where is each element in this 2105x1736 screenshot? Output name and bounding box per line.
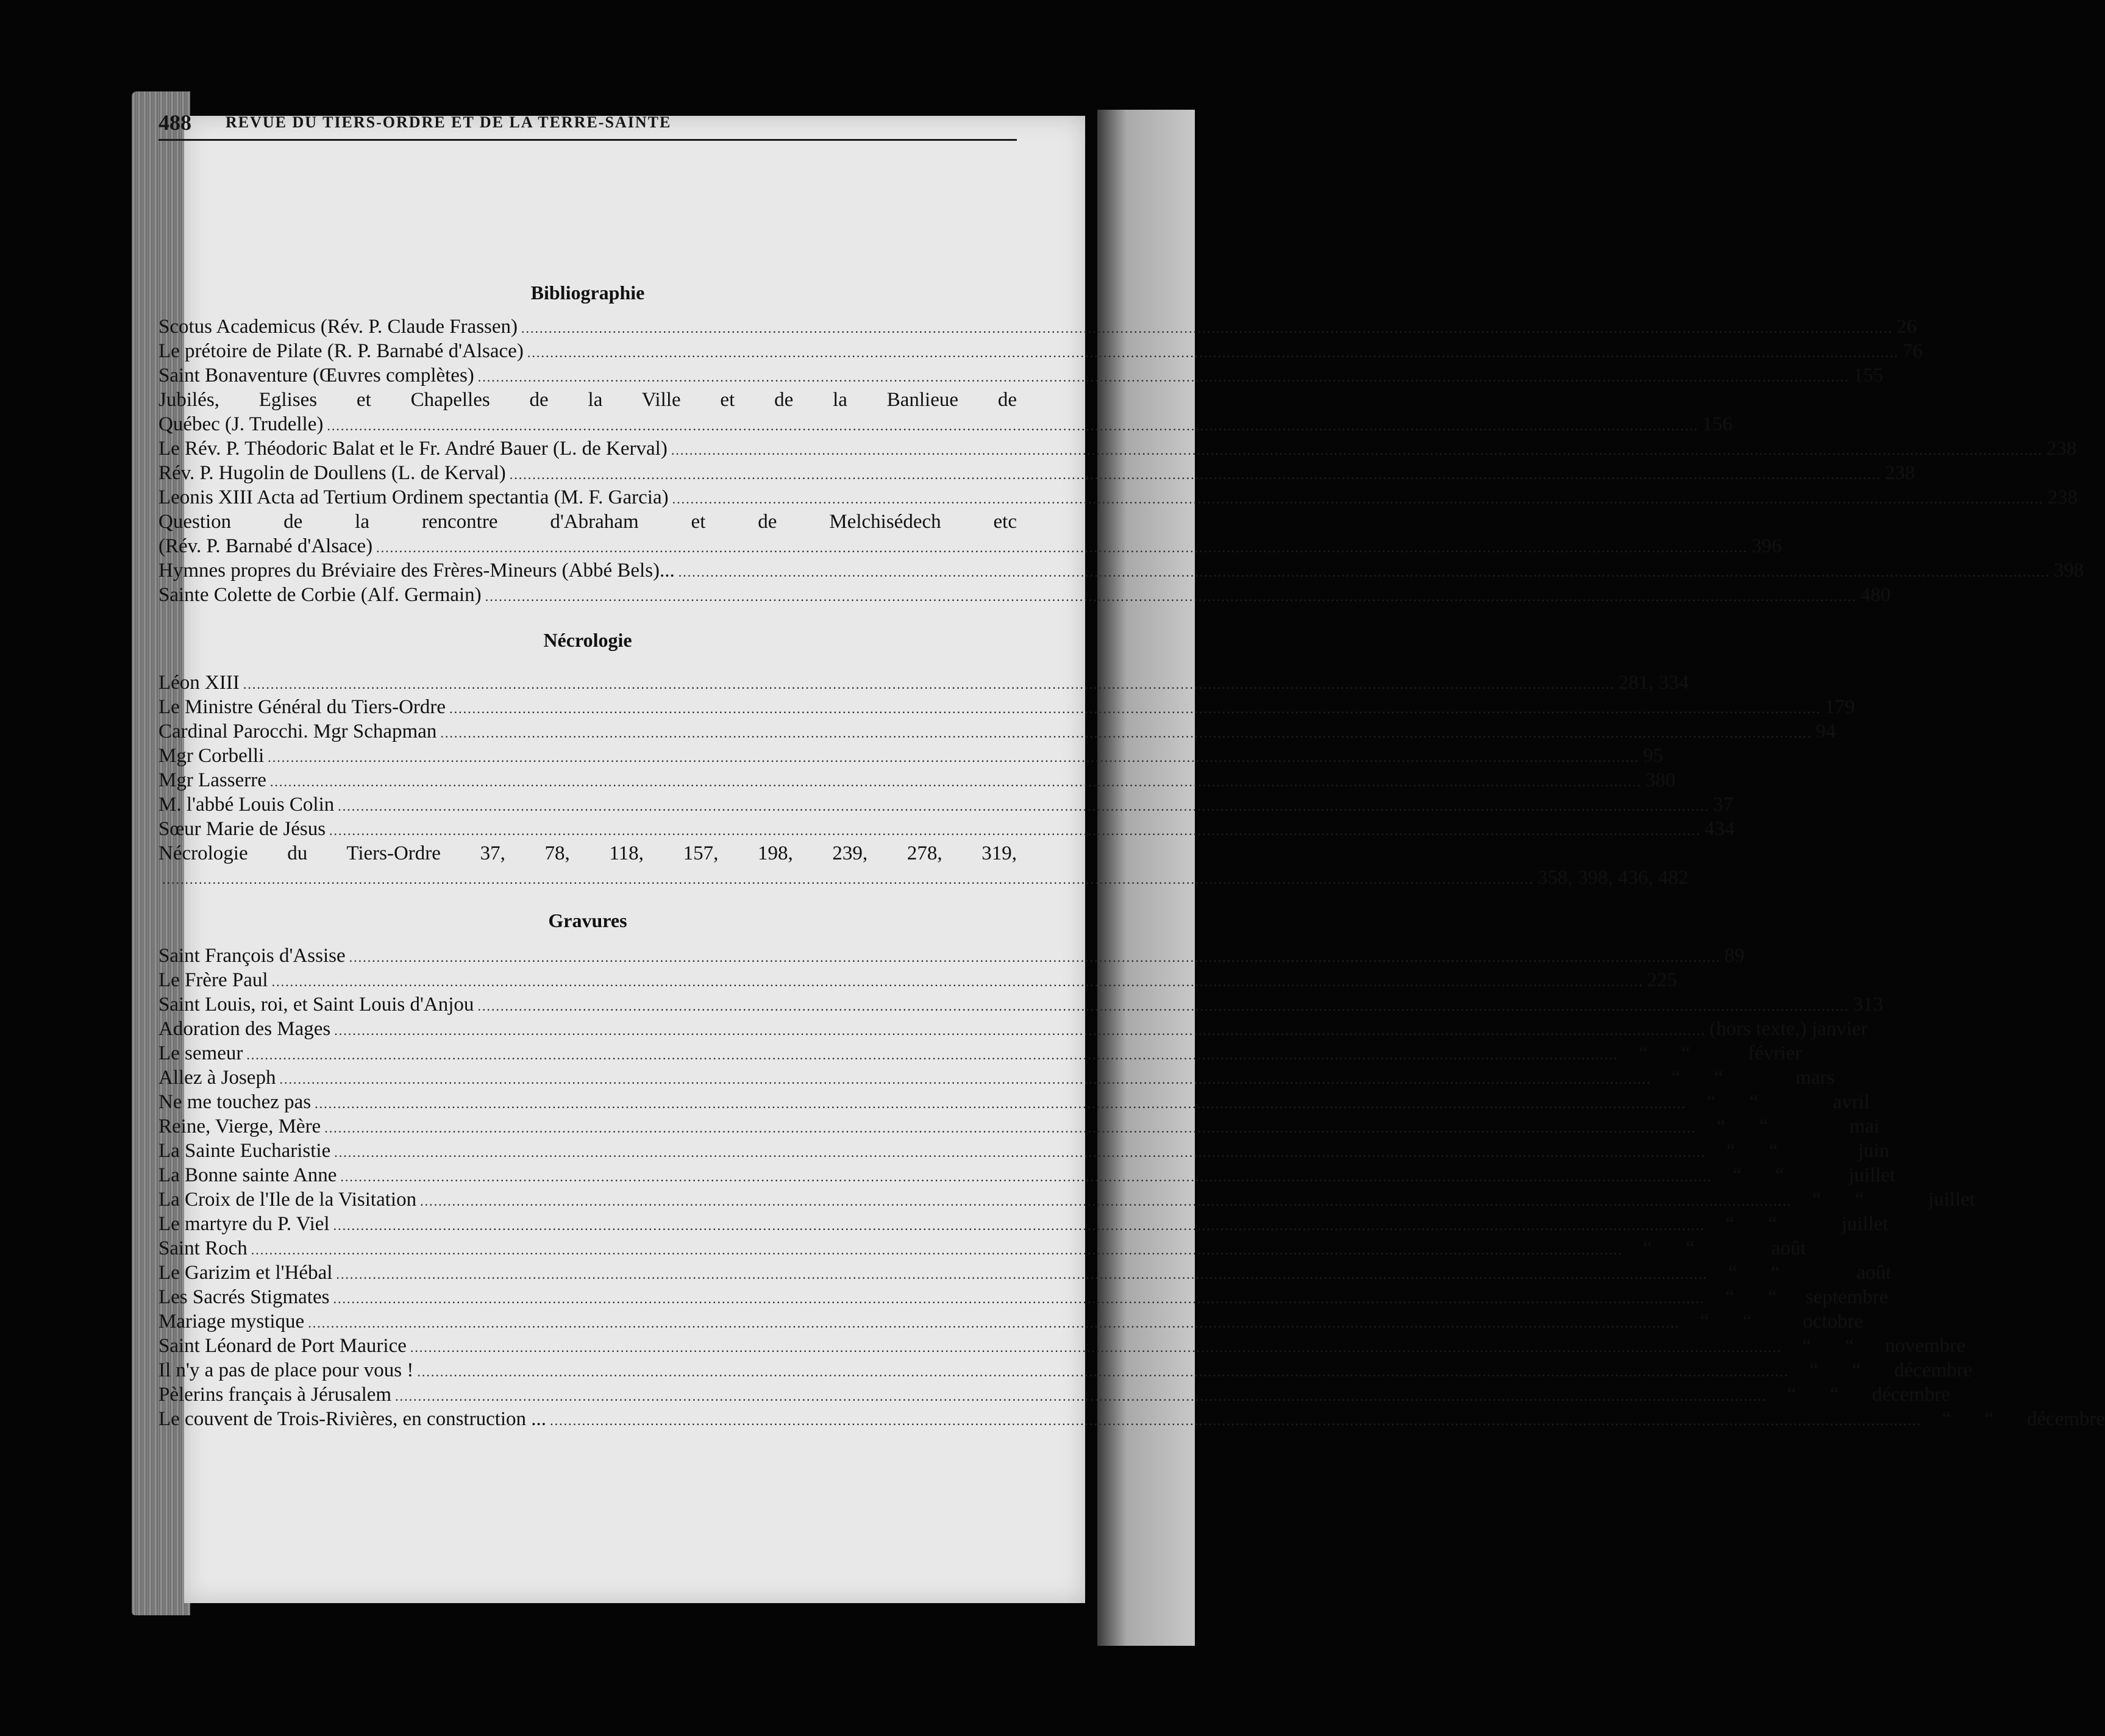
- entry-title: Sœur Marie de Jésus: [158, 818, 326, 840]
- ditto-mark: “: [1716, 1115, 1726, 1137]
- month: décembre: [1872, 1384, 1951, 1406]
- page-ref: 313: [1853, 994, 1883, 1016]
- page-ref: 281, 334: [1618, 672, 1689, 694]
- page-ref: 238: [2046, 438, 2077, 460]
- page-ref: 480: [1860, 584, 1891, 606]
- gravure-entry: [158, 1358, 1973, 1382]
- entry-title: Le Ministre Général du Tiers-Ordre: [158, 696, 446, 718]
- dot-leader: ............................................................................................................................................................................................................................................................................................................: [449, 701, 1822, 716]
- gravure-entry: [158, 1236, 1806, 1261]
- entry-title: Les Sacrés Stigmates: [158, 1286, 330, 1308]
- necrologie-entry: [158, 817, 1735, 841]
- ditto-mark: “: [1771, 1262, 1780, 1284]
- gravure-entry: [158, 944, 1745, 968]
- gravure-entry: [158, 1382, 1951, 1407]
- entry-title: Le semeur: [158, 1042, 243, 1064]
- necrologie-list: [158, 671, 1855, 890]
- entry-title: Sainte Colette de Corbie (Alf. Germain): [158, 584, 482, 606]
- gravure-entry: [158, 1017, 1868, 1041]
- month: février: [1748, 1042, 1802, 1064]
- ditto-mark: “: [1714, 1067, 1723, 1089]
- page-ref: 179: [1825, 696, 1855, 718]
- dot-leader: ............................................................................................................................................................................................................................................................................................................: [246, 1047, 1619, 1062]
- dot-leader: ............................................................................................................................................................................................................................................................................................................: [417, 1364, 1789, 1379]
- hors-texte-note: (hors texte,) janvier: [1709, 1018, 1868, 1040]
- entry-title: Allez à Joseph: [158, 1067, 276, 1089]
- page-ref: 434: [1704, 818, 1735, 840]
- dot-leader: ............................................................................................................................................................................................................................................................................................................: [251, 1242, 1623, 1258]
- dot-leader: ............................................................................................................................................................................................................................................................................................................: [338, 799, 1710, 814]
- month: août: [1771, 1237, 1806, 1259]
- gravure-entry: [158, 992, 1883, 1017]
- dot-leader: ............................................................................................................................................................................................................................................................................................................: [333, 1291, 1705, 1306]
- dot-leader: ............................................................................................................................................................................................................................................................................................................: [340, 1169, 1712, 1184]
- ditto-mark: “: [1845, 1335, 1854, 1357]
- gravure-entry: [158, 1285, 1889, 1309]
- entry-title: Saint Roch: [158, 1237, 248, 1259]
- ditto-mark: “: [1672, 1067, 1681, 1089]
- dot-leader: ............................................................................................................................................................................................................................................................................................................: [271, 974, 1644, 989]
- dot-leader: ............................................................................................................................................................................................................................................................................................................: [485, 589, 1857, 604]
- ditto-mark: “: [1802, 1335, 1812, 1357]
- entry-title: Le martyre du P. Viel: [158, 1213, 330, 1235]
- bibliographie-list: [158, 315, 2084, 607]
- dot-leader: ............................................................................................................................................................................................................................................................................................................: [269, 774, 1642, 789]
- entry-title: Cardinal Parocchi. Mgr Schapman: [158, 720, 437, 742]
- month: septembre: [1805, 1286, 1889, 1308]
- gravure-entry: [158, 1090, 1870, 1114]
- page-ref: 94: [1815, 720, 1836, 742]
- ditto-mark: “: [1759, 1115, 1768, 1137]
- ditto-mark: “: [1686, 1237, 1695, 1259]
- entry-title: Mgr Corbelli: [158, 745, 265, 767]
- page-number: 488: [158, 110, 191, 135]
- section-title-gravures: Gravures: [548, 909, 627, 931]
- ditto-mark: “: [1942, 1408, 1951, 1430]
- dot-leader: ............................................................................................................................................................................................................................................................................................................: [410, 1340, 1782, 1355]
- dot-leader: ............................................................................................................................................................................................................................................................................................................: [671, 443, 2043, 458]
- gravure-entry: [158, 1334, 1965, 1358]
- bibliographie-entry: [158, 315, 1917, 339]
- entry-title: Rév. P. Hugolin de Doullens (L. de Kerval): [158, 462, 506, 484]
- ditto-mark: “: [1643, 1237, 1653, 1259]
- bibliographie-entry: [158, 461, 1915, 485]
- month: juillet: [1841, 1213, 1889, 1235]
- dot-leader: ............................................................................................................................................................................................................................................................................................................: [672, 491, 2044, 507]
- section-title-bibliographie: Bibliographie: [530, 282, 645, 304]
- dot-leader: ............................................................................................................................................................................................................................................................................................................: [334, 1023, 1706, 1038]
- ditto-mark: “: [1787, 1384, 1797, 1406]
- ditto-mark: “: [1829, 1384, 1839, 1406]
- entry-title: Hymnes propres du Bréviaire des Frères-Mineurs (Abbé Bels)...: [158, 560, 675, 582]
- dot-leader: ............................................................................................................................................................................................................................................................................................................: [162, 872, 1534, 887]
- dot-leader: ............................................................................................................................................................................................................................................................................................................: [315, 1096, 1687, 1111]
- entry-title: Mariage mystique: [158, 1311, 305, 1332]
- entry-title: M. l'abbé Louis Colin: [158, 794, 335, 816]
- dot-leader: ............................................................................................................................................................................................................................................................................................................: [349, 950, 1721, 965]
- month: décembre: [2026, 1408, 2105, 1430]
- necrologie-entry: [158, 792, 1734, 817]
- page-ref: 95: [1643, 745, 1664, 767]
- bibliographie-entry: [158, 436, 2077, 461]
- dot-leader: ............................................................................................................................................................................................................................................................................................................: [334, 1145, 1706, 1160]
- gravure-entry: [158, 1114, 1880, 1139]
- necrologie-entry: [158, 744, 1664, 768]
- ditto-mark: “: [1852, 1359, 1861, 1381]
- page-ref: 398: [2053, 560, 2084, 582]
- gravure-entry: [158, 1065, 1835, 1090]
- entry-continued-line: Jubilés, Eglises et Chapelles de la Ville et de la Banlieue de: [158, 389, 1017, 411]
- month: juillet: [1848, 1164, 1896, 1186]
- dot-leader: ............................................................................................................................................................................................................................................................................................................: [329, 823, 1701, 838]
- dot-leader: ............................................................................................................................................................................................................................................................................................................: [336, 1267, 1708, 1282]
- month: août: [1856, 1262, 1892, 1284]
- dot-leader: ............................................................................................................................................................................................................................................................................................................: [268, 750, 1640, 765]
- entry-title: Le couvent de Trois-Rivières, en construction ...: [158, 1408, 547, 1430]
- entry-title: Saint Bonaventure (Œuvres complètes): [158, 365, 474, 386]
- ditto-mark: “: [1768, 1140, 1778, 1162]
- running-title: REVUE DU TIERS-ORDRE ET DE LA TERRE-SAINTE: [226, 113, 672, 131]
- bibliographie-entry: [158, 412, 1733, 436]
- gravure-entry: [158, 1139, 1890, 1163]
- bibliographie-entry: [158, 485, 2078, 510]
- month: juillet: [1928, 1189, 1976, 1211]
- ditto-mark: “: [1984, 1408, 1994, 1430]
- necrologie-entry: [158, 866, 1689, 890]
- gravure-entry: [158, 1407, 2105, 1431]
- page-ref: 37: [1713, 794, 1734, 816]
- dot-leader: ............................................................................................................................................................................................................................................................................................................: [550, 1413, 1922, 1428]
- bibliographie-entry: [158, 339, 1923, 363]
- entry-title: La Sainte Eucharistie: [158, 1140, 331, 1162]
- dot-leader: ............................................................................................................................................................................................................................................................................................................: [243, 677, 1615, 692]
- ditto-mark: “: [1706, 1091, 1716, 1113]
- ditto-mark: “: [1700, 1311, 1709, 1332]
- dot-leader: ............................................................................................................................................................................................................................................................................................................: [324, 1120, 1697, 1136]
- page-ref: 380: [1645, 769, 1676, 791]
- page-ref: 26: [1897, 316, 1917, 338]
- gravure-entry: [158, 1261, 1892, 1285]
- month: mai: [1849, 1115, 1880, 1137]
- entry-title: Pèlerins français à Jérusalem: [158, 1384, 392, 1406]
- bibliographie-entry: [158, 558, 2084, 583]
- ditto-mark: “: [1809, 1359, 1818, 1381]
- page-ref: 238: [1884, 462, 1915, 484]
- ditto-mark: “: [1733, 1164, 1742, 1186]
- entry-title: Il n'y a pas de place pour vous !: [158, 1359, 414, 1381]
- gravure-entry: [158, 1309, 1864, 1334]
- ditto-mark: “: [1639, 1042, 1648, 1064]
- dot-leader: ............................................................................................................................................................................................................................................................................................................: [509, 467, 1881, 482]
- page-ref: 225: [1647, 969, 1678, 991]
- dot-leader: ............................................................................................................................................................................................................................................................................................................: [308, 1315, 1680, 1331]
- gravures-list: [158, 944, 2105, 1431]
- month: octobre: [1803, 1311, 1864, 1332]
- entry-title: La Croix de l'Ile de la Visitation: [158, 1189, 417, 1211]
- necrologie-entry: [158, 768, 1676, 792]
- page-ref: 156: [1702, 413, 1733, 435]
- gravure-entry: [158, 1041, 1802, 1065]
- entry-title: Reine, Vierge, Mère: [158, 1115, 321, 1137]
- ditto-mark: “: [1768, 1213, 1777, 1235]
- dot-leader: ............................................................................................................................................................................................................................................................................................................: [440, 725, 1812, 741]
- entry-title: Québec (J. Trudelle): [158, 413, 324, 435]
- page-ref: 76: [1902, 340, 1923, 362]
- month: avril: [1833, 1091, 1870, 1113]
- entry-title: Leonis XIII Acta ad Tertium Ordinem spectantia (M. F. Garcia): [158, 486, 669, 508]
- necrologie-entry: [158, 719, 1836, 744]
- month: décembre: [1894, 1359, 1973, 1381]
- gravure-entry: [158, 1212, 1889, 1236]
- entry-title: Le Frère Paul: [158, 969, 268, 991]
- ditto-mark: “: [1681, 1042, 1690, 1064]
- running-header: [158, 110, 1017, 141]
- bibliographie-entry: [158, 534, 1782, 558]
- section-title-necrologie: Nécrologie: [543, 629, 632, 651]
- entry-title: (Rév. P. Barnabé d'Alsace): [158, 535, 373, 557]
- gravure-entry: [158, 1187, 1976, 1212]
- dot-leader: ............................................................................................................................................................................................................................................................................................................: [279, 1072, 1651, 1087]
- ditto-mark: “: [1742, 1311, 1752, 1332]
- dot-leader: ............................................................................................................................................................................................................................................................................................................: [420, 1194, 1792, 1209]
- dot-leader: ............................................................................................................................................................................................................................................................................................................: [477, 998, 1850, 1014]
- page-ref: 89: [1724, 945, 1745, 967]
- entry-title: Mgr Lasserre: [158, 769, 266, 791]
- dot-leader: ............................................................................................................................................................................................................................................................................................................: [327, 418, 1699, 433]
- entry-title: Saint Léonard de Port Maurice: [158, 1335, 407, 1357]
- gravure-entry: [158, 1163, 1896, 1187]
- ditto-mark: “: [1749, 1091, 1759, 1113]
- entry-continued-line: Nécrologie du Tiers-Ordre 37, 78, 118, 157, 198, 239, 278, 319,: [158, 842, 1017, 864]
- bibliographie-entry: [158, 583, 1891, 607]
- entry-title: Le prétoire de Pilate (R. P. Barnabé d'Alsace): [158, 340, 524, 362]
- entry-title: Saint François d'Assise: [158, 945, 346, 967]
- entry-title: Scotus Academicus (Rév. P. Claude Frassen): [158, 316, 518, 338]
- page-ref: 155: [1853, 365, 1884, 386]
- entry-title: Ne me touchez pas: [158, 1091, 312, 1113]
- dot-leader: ............................................................................................................................................................................................................................................................................................................: [678, 564, 2050, 580]
- page-ref: 358, 398, 436, 482: [1537, 867, 1689, 889]
- ditto-mark: “: [1768, 1286, 1777, 1308]
- necrologie-entry: [158, 695, 1855, 719]
- necrologie-entry: [158, 671, 1689, 695]
- ditto-mark: “: [1728, 1262, 1737, 1284]
- ditto-mark: “: [1854, 1189, 1864, 1211]
- bibliographie-entry: [158, 363, 1884, 388]
- gravure-entry: [158, 968, 1678, 992]
- dot-leader: ............................................................................................................................................................................................................................................................................................................: [376, 540, 1748, 555]
- page-ref: 396: [1751, 535, 1782, 557]
- entry-continued-line: Question de la rencontre d'Abraham et de Melchisédech etc: [158, 511, 1017, 533]
- month: juin: [1857, 1140, 1890, 1162]
- ditto-mark: “: [1812, 1189, 1822, 1211]
- dot-leader: ............................................................................................................................................................................................................................................................................................................: [521, 321, 1893, 336]
- ditto-mark: “: [1725, 1213, 1734, 1235]
- ditto-mark: “: [1725, 1286, 1734, 1308]
- ditto-mark: “: [1726, 1140, 1736, 1162]
- entry-title: Adoration des Mages: [158, 1018, 331, 1040]
- dot-leader: ............................................................................................................................................................................................................................................................................................................: [333, 1218, 1705, 1233]
- month: novembre: [1884, 1335, 1965, 1357]
- dot-leader: ............................................................................................................................................................................................................................................................................................................: [477, 369, 1850, 385]
- entry-title: Saint Louis, roi, et Saint Louis d'Anjou: [158, 994, 474, 1016]
- ditto-mark: “: [1775, 1164, 1784, 1186]
- month: mars: [1795, 1067, 1835, 1089]
- entry-title: La Bonne sainte Anne: [158, 1164, 337, 1186]
- entry-title: Le Garizim et l'Hébal: [158, 1262, 333, 1284]
- dot-leader: ............................................................................................................................................................................................................................................................................................................: [527, 345, 1899, 360]
- entry-title: Le Rév. P. Théodoric Balat et le Fr. André Bauer (L. de Kerval): [158, 438, 668, 460]
- page-ref: 238: [2047, 486, 2078, 508]
- dot-leader: ............................................................................................................................................................................................................................................................................................................: [395, 1389, 1767, 1404]
- entry-title: Léon XIII: [158, 672, 240, 694]
